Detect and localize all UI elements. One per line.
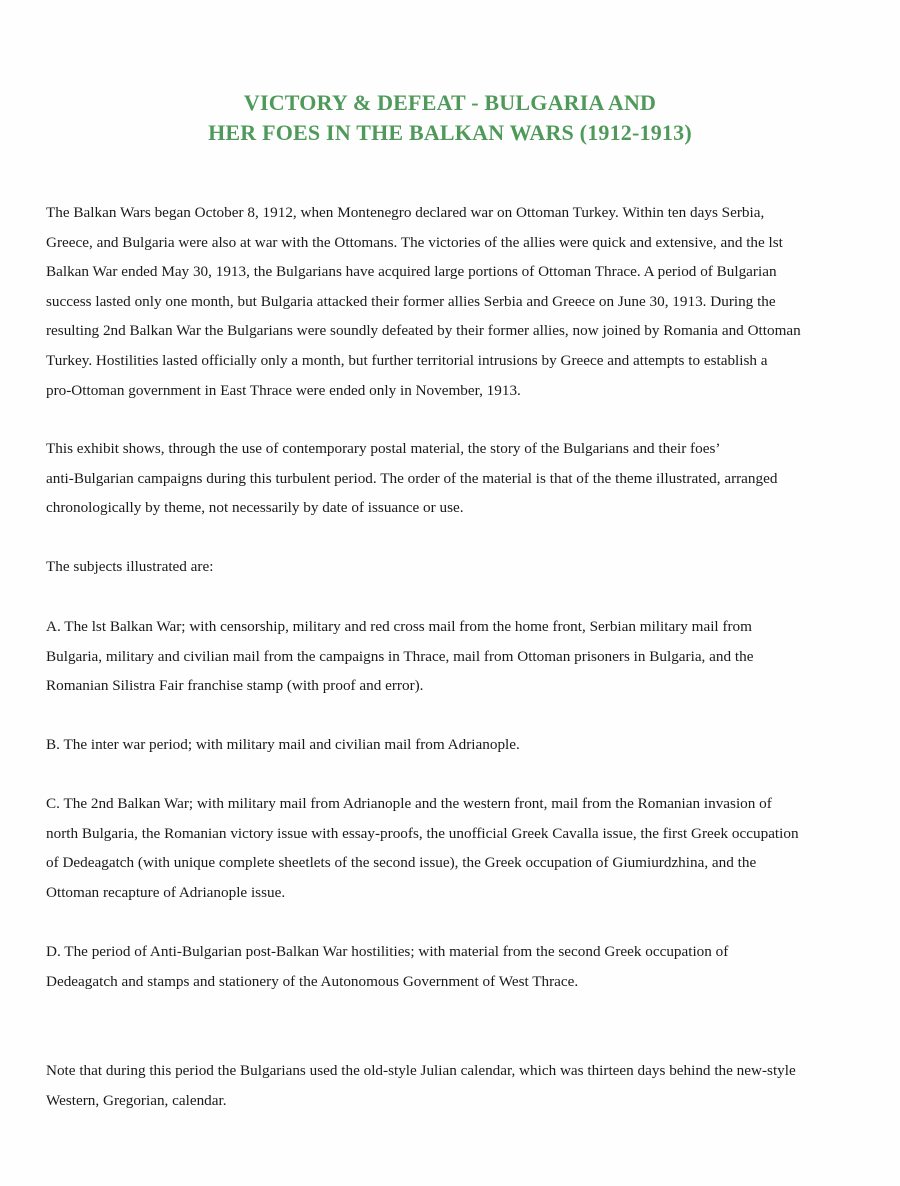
text-line: of Dedeagatch (with unique complete sheetlets of the second issue), the Greek occupation of Giumiurdzhina, and the (46, 854, 757, 872)
text-line: Turkey. Hostilities lasted officially only a month, but further territorial intrusions by Greece and attempts to establish a (46, 351, 768, 369)
title-line-1: VICTORY & DEFEAT - BULGARIA AND (243, 90, 657, 115)
text-line: The subjects illustrated are: (46, 558, 214, 575)
text-line: A. The lst Balkan War; with censorship, military and red cross mail from the home front, Serbian military mail from (46, 618, 752, 635)
text-line: Ottoman recapture of Adrianople issue. (46, 883, 286, 901)
text-line: chronologically by theme, not necessarily by date of issuance or use. (46, 499, 464, 517)
subject-d-paragraph (46, 937, 866, 996)
text-line: Dedeagatch and stamps and stationery of the Autonomous Government of West Thrace. (46, 972, 579, 990)
text-line: This exhibit shows, through the use of contemporary postal material, the story of the Bulgarians and their foes’ (46, 440, 721, 457)
text-line: Balkan War ended May 30, 1913, the Bulgarians have acquired large portions of Ottoman Thrace. A period of Bulgarian (46, 263, 777, 281)
text-line: C. The 2nd Balkan War; with military mail from Adrianople and the western front, mail from the Romanian invasion of (46, 795, 772, 812)
subject-b-paragraph (46, 730, 866, 760)
text-line: Greece, and Bulgaria were also at war with the Ottomans. The victories of the allies were quick and extensive, and the lst (46, 233, 783, 251)
title-line-2: HER FOES IN THE BALKAN WARS (1912-1913) (208, 120, 692, 145)
text-line: success lasted only one month, but Bulgaria attacked their former allies Serbia and Greece on June 30, 1913. During the (46, 292, 776, 310)
subjects-intro-paragraph (46, 552, 866, 582)
exhibit-paragraph (46, 434, 866, 523)
text-line: Bulgaria, military and civilian mail from the campaigns in Thrace, mail from Ottoman prisoners in Bulgaria, and the (46, 647, 754, 665)
text-line: Note that during this period the Bulgarians used the old-style Julian calendar, which was thirteen days behind the new-style (46, 1062, 796, 1079)
subject-a-paragraph (46, 612, 866, 701)
text-line: Western, Gregorian, calendar. (46, 1091, 227, 1109)
text-line: D. The period of Anti-Bulgarian post-Balkan War hostilities; with material from the second Greek occupation of (46, 943, 729, 960)
page-title (0, 88, 900, 148)
text-line: pro-Ottoman government in East Thrace were ended only in November, 1913. (46, 381, 521, 399)
text-line: anti-Bulgarian campaigns during this turbulent period. The order of the material is that of the theme illustrated, arranged (46, 469, 778, 487)
note-paragraph (46, 1056, 866, 1115)
text-line: north Bulgaria, the Romanian victory issue with essay-proofs, the unofficial Greek Cavalla issue, the first Greek occupation (46, 824, 799, 842)
intro-paragraph (46, 198, 866, 405)
subject-c-paragraph (46, 789, 866, 907)
text-line: B. The inter war period; with military mail and civilian mail from Adrianople. (46, 736, 520, 753)
text-line: resulting 2nd Balkan War the Bulgarians were soundly defeated by their former allies, now joined by Romania and Ottoman (46, 322, 801, 340)
text-line: Romanian Silistra Fair franchise stamp (with proof and error). (46, 677, 424, 695)
text-line: The Balkan Wars began October 8, 1912, when Montenegro declared war on Ottoman Turkey. Within ten days Serbia, (46, 204, 765, 221)
